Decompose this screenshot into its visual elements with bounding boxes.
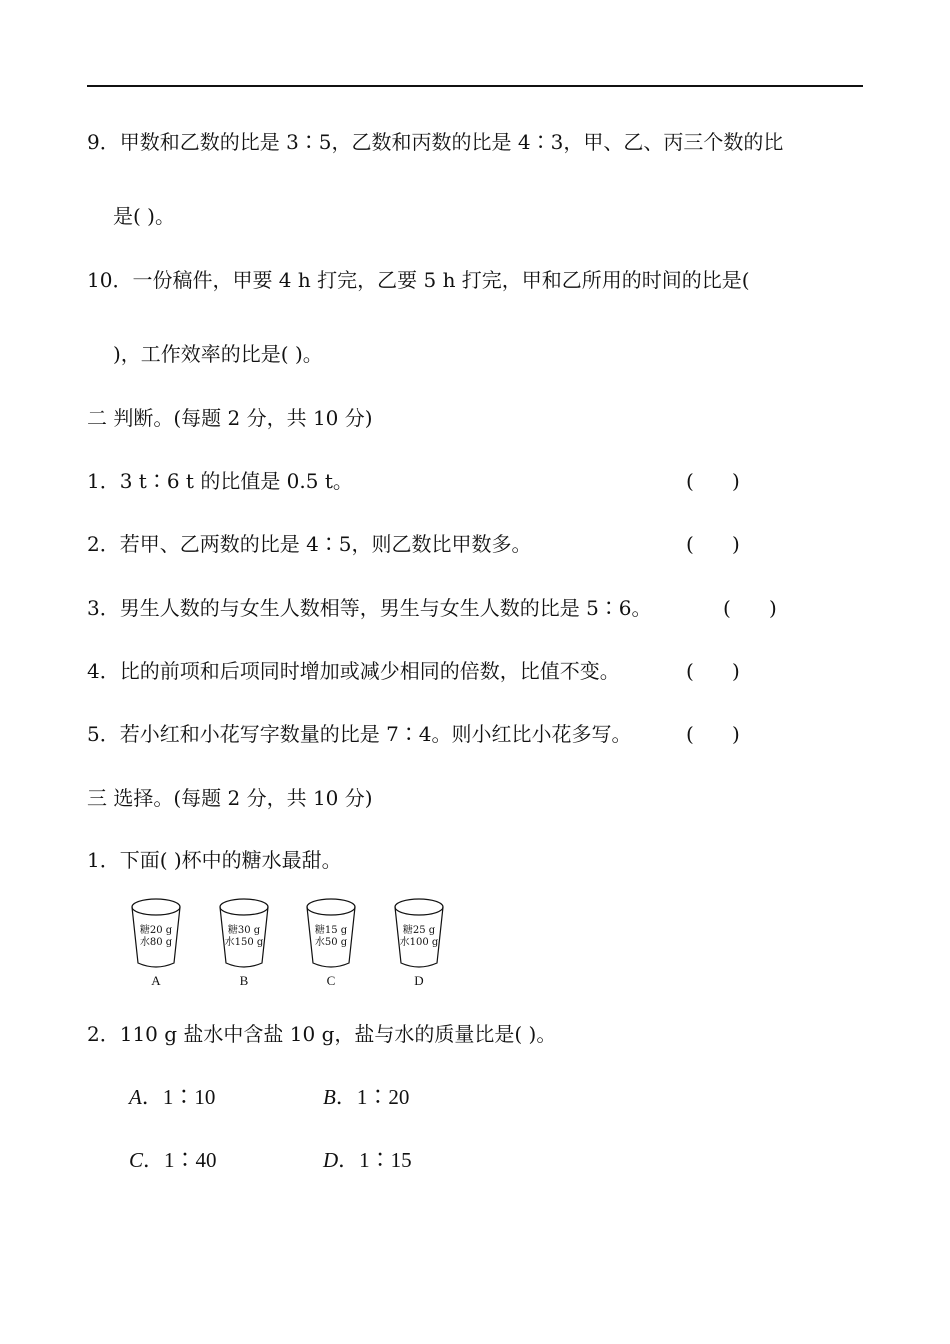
cup-water: 水100 g <box>399 937 439 948</box>
option-letter: C <box>129 1148 144 1172</box>
cup-sugar: 糖25 g <box>402 925 436 936</box>
section2-heading: 二 判断。(每题 2 分，共 10 分) <box>87 406 373 430</box>
q9-line1: 9．甲数和乙数的比是 3∶5，乙数和丙数的比是 4∶3，甲、乙、丙三个数的比 <box>87 130 784 154</box>
cup-a <box>126 893 186 993</box>
cup-label: A <box>151 973 161 988</box>
judge-item-2: 2．若甲、乙两数的比是 4∶5，则乙数比甲数多。 <box>87 532 532 556</box>
q9-line2: 是( )。 <box>113 204 175 228</box>
cup-sugar: 糖15 g <box>314 925 348 936</box>
choice-q2: 2．110 g 盐水中含盐 10 g，盐与水的质量比是( )。 <box>87 1022 557 1046</box>
option-c[interactable] <box>129 1148 217 1172</box>
top-rule <box>87 85 863 87</box>
cup-sugar: 糖20 g <box>139 925 173 936</box>
option-a[interactable] <box>129 1085 215 1109</box>
option-value: ．1∶40 <box>143 1148 217 1172</box>
cups-figure <box>120 893 460 993</box>
judge-item-1: 1．3 t∶6 t 的比值是 0.5 t。 <box>87 469 353 493</box>
option-value: ．1∶15 <box>338 1148 412 1172</box>
option-letter: A <box>129 1085 142 1109</box>
choice-q1: 1．下面( )杯中的糖水最甜。 <box>87 848 342 872</box>
cup-water: 水50 g <box>314 937 348 948</box>
cup-label: D <box>414 973 424 988</box>
cup-water: 水150 g <box>224 937 264 948</box>
option-value: ．1∶10 <box>141 1085 216 1109</box>
judge-answer-1[interactable]: ( ) <box>686 469 740 493</box>
cup-label: C <box>326 973 336 988</box>
judge-item-5: 5．若小红和小花写字数量的比是 7∶4。则小红比小花多写。 <box>87 722 632 746</box>
judge-answer-2[interactable]: ( ) <box>686 532 740 556</box>
option-b[interactable] <box>323 1085 409 1109</box>
judge-answer-5[interactable]: ( ) <box>686 722 740 746</box>
cup-label: B <box>239 973 249 988</box>
option-letter: B <box>323 1085 336 1109</box>
q10-line1: 10．一份稿件，甲要 4 h 打完，乙要 5 h 打完，甲和乙所用的时间的比是( <box>87 268 750 292</box>
option-value: ．1∶20 <box>335 1085 410 1109</box>
option-d[interactable] <box>323 1148 412 1172</box>
judge-item-4: 4．比的前项和后项同时增加或减少相同的倍数，比值不变。 <box>87 659 620 683</box>
judge-item-3: 3．男生人数的与女生人数相等，男生与女生人数的比是 5∶6。 <box>87 596 652 620</box>
judge-answer-4[interactable]: ( ) <box>686 659 740 683</box>
q10-line2: )，工作效率的比是( )。 <box>113 342 323 366</box>
judge-answer-3[interactable]: ( ) <box>723 596 777 620</box>
option-letter: D <box>323 1148 339 1172</box>
cup-sugar: 糖30 g <box>227 925 261 936</box>
cup-water: 水80 g <box>139 937 173 948</box>
section3-heading: 三 选择。(每题 2 分，共 10 分) <box>87 786 373 810</box>
cup-b <box>214 893 274 993</box>
cup-d <box>389 893 449 993</box>
cup-c <box>301 893 361 993</box>
